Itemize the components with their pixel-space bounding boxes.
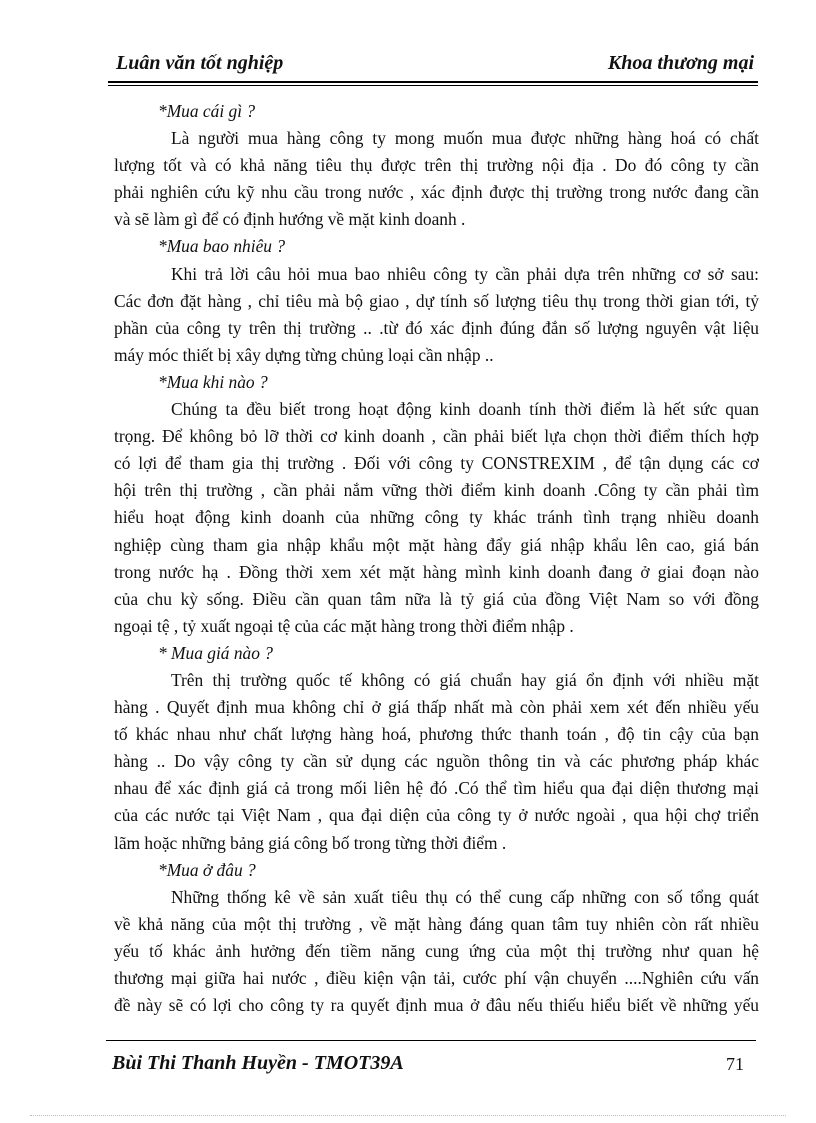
paragraph-line: lượng tốt và có khả năng tiêu thụ được trên thị trường nội địa . Do đó công ty cần bbox=[114, 155, 759, 176]
header-thesis-title: Luân văn tốt nghiệp bbox=[116, 52, 284, 74]
page-edge-dots bbox=[30, 1115, 786, 1116]
page-number: 71 bbox=[726, 1054, 744, 1074]
paragraph-line: tố khác nhau như chất lượng hàng hoá, phương thức thanh toán , độ tin cậy của bạn bbox=[114, 724, 759, 745]
paragraph-line: của các nước tại Việt Nam , qua đại diện của công ty ở nước ngoài , qua hội chợ triển bbox=[114, 805, 759, 826]
section-heading: *Mua khi nào ? bbox=[158, 371, 268, 392]
footer-rule bbox=[106, 1040, 756, 1041]
paragraph-line: trong nước hạ . Đồng thời xem xét mặt hàng mình kinh doanh đang ở giai đoạn nào bbox=[114, 561, 759, 582]
header-rule bbox=[108, 81, 758, 83]
section-heading: * Mua giá nào ? bbox=[158, 642, 273, 663]
body-text bbox=[114, 98, 759, 1019]
paragraph-line: có lợi để tham gia thị trường . Đối với công ty CONSTREXIM , để tận dụng các cơ bbox=[114, 453, 759, 474]
paragraph-line: Các đơn đặt hàng , chỉ tiêu mà bộ giao , dự tính số lượng tiêu thụ trong thời gian tới, tỷ bbox=[114, 290, 759, 311]
section-heading: *Mua ở đâu ? bbox=[158, 859, 256, 880]
paragraph-line: nghiệp cùng tham gia nhập khẩu một mặt hàng đẩy giá nhập khẩu lên cao, giá bán bbox=[114, 534, 759, 555]
footer-author: Bùi Thi Thanh Huyền - TMOT39A bbox=[112, 1052, 404, 1074]
paragraph-line: hiểu hoạt động kinh doanh của những công ty khác tránh tình trạng nhiều doanh bbox=[114, 507, 759, 528]
paragraph-line: thương mại giữa hai nước , điều kiện vận tải, cước phí vận chuyển ....Nghiên cứu vấn bbox=[114, 968, 759, 988]
section-heading: *Mua cái gì ? bbox=[158, 101, 256, 121]
paragraph-line: nhau để xác định giá cả trong mối liên hệ đó .Có thể tìm hiểu qua đại diện thương mại bbox=[114, 778, 759, 799]
paragraph-last-line: máy móc thiết bị xây dựng từng chủng loại cần nhập .. bbox=[114, 344, 494, 365]
paragraph-line: của chu kỳ sống. Điều cần quan tâm nữa là tỷ giá của đồng Việt Nam so với đồng bbox=[114, 588, 759, 609]
paragraph-last-line: lãm hoặc những bảng giá công bố trong từng thời điểm . bbox=[114, 832, 507, 853]
paragraph-line: phần của công ty trên thị trường .. .từ đó xác định đúng đắn số lượng nguyên vật liệu bbox=[114, 317, 759, 338]
paragraph-first-line: Trên thị trường quốc tế không có giá chuẩn hay giá ổn định với nhiều mặt bbox=[171, 669, 759, 690]
header-faculty: Khoa thương mại bbox=[607, 52, 754, 74]
paragraph-line: về khả năng của một thị trường , về mặt hàng đáng quan tâm tuy nhiên còn rất nhiều bbox=[114, 913, 759, 934]
paragraph-first-line: Những thống kê về sản xuất tiêu thụ có thể cung cấp những con số tổng quát bbox=[171, 886, 759, 907]
paragraph-first-line: Chúng ta đều biết trong hoạt động kinh doanh tính thời điểm là hết sức quan bbox=[171, 399, 759, 420]
paragraph-line: hàng . Quyết định mua không chỉ ở giá thấp nhất mà còn phải xem xét đến nhiều yếu bbox=[114, 697, 759, 718]
paragraph-line: yếu tố khác ảnh hưởng đến tiềm năng cung ứng của một thị trường như quan hệ bbox=[114, 940, 759, 961]
section-heading: *Mua bao nhiêu ? bbox=[158, 236, 286, 257]
paragraph-line: đề này sẽ có lợi cho công ty ra quyết định mua ở đâu nếu thiếu hiểu biết về những yếu bbox=[114, 995, 759, 1016]
header-rule-thin bbox=[108, 85, 758, 86]
paragraph-first-line: Khi trả lời câu hỏi mua bao nhiêu công ty cần phải dựa trên những cơ sở sau: bbox=[171, 263, 759, 284]
page-header bbox=[108, 44, 758, 84]
paragraph-first-line: Là người mua hàng công ty mong muốn mua được những hàng hoá có chất bbox=[171, 128, 759, 149]
paragraph-line: phải nghiên cứu kỹ nhu cầu trong nước , xác định được thị trường trong nước đang cần bbox=[114, 182, 759, 203]
paragraph-line: trọng. Để không bỏ lỡ thời cơ kinh doanh , cần phải biết lựa chọn thời điểm thích hợp bbox=[114, 426, 759, 447]
paragraph-last-line: ngoại tệ , tỷ xuất ngoại tệ của các mặt hàng trong thời điểm nhập . bbox=[114, 615, 574, 636]
paragraph-line: hội trên thị trường , cần phải nắm vững thời điểm kinh doanh .Công ty cần phải tìm bbox=[114, 480, 759, 501]
paragraph-last-line: và sẽ làm gì để có định hướng về mặt kinh doanh . bbox=[114, 209, 466, 230]
paragraph-line: hàng .. Do vậy công ty cần sử dụng các nguồn thông tin và các phương pháp khác bbox=[114, 751, 759, 772]
